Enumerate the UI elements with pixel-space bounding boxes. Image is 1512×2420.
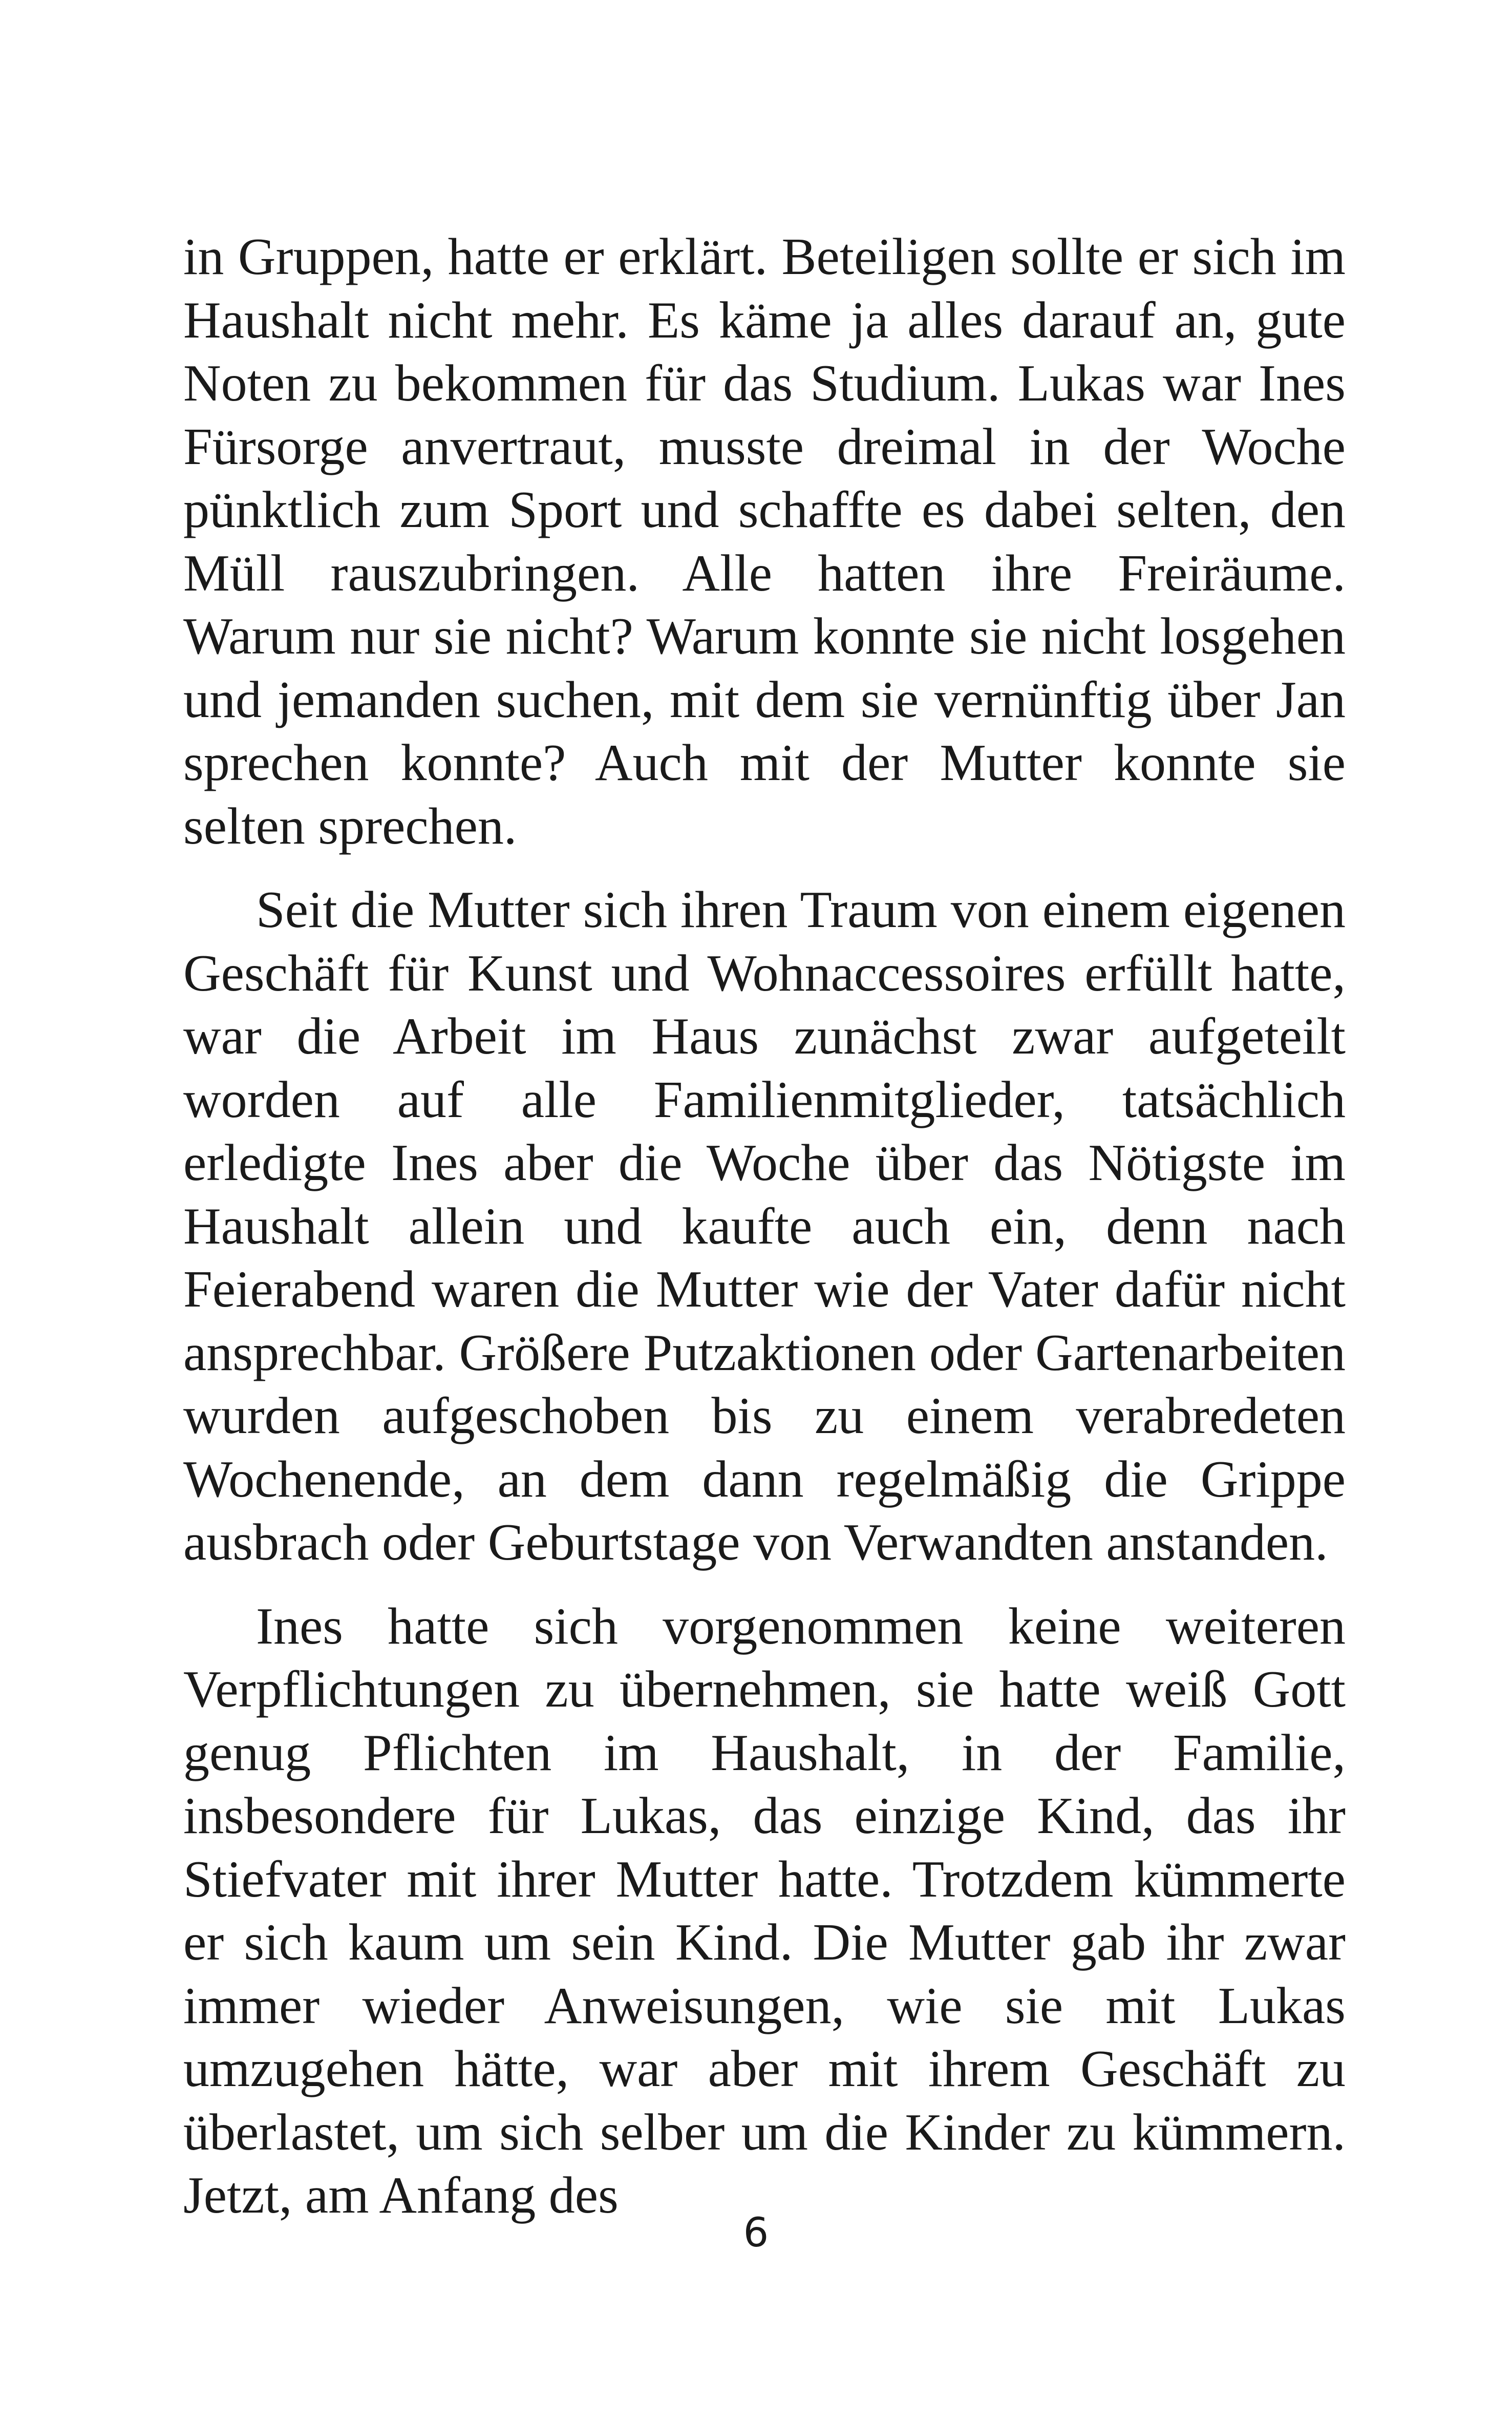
paragraph-2: Seit die Mutter sich ihren Traum von einem eigenen Geschäft für Kunst und Wohnaccessoires erfüllt hatte, war die Arbeit im Haus zunächst zwar aufgeteilt worden auf alle Familienmitglieder, tatsächlich erledigte Ines aber die Woche über das Nötigste im Haushalt allein und kaufte auch ein, denn nach Feierabend waren die Mutter wie der Vater dafür nicht ansprechbar. Größere Putzaktionen oder Gartenarbeiten wurden aufgeschoben bis zu einem verabredeten Wochenende, an dem dann regelmäßig die Grippe ausbrach oder Geburtstage von Verwandten anstanden.: [183, 881, 1346, 1571]
paragraph-1: in Gruppen, hatte er erklärt. Beteiligen sollte er sich im Haushalt nicht mehr. Es käme ja alles darauf an, gute Noten zu bekommen für das Studium. Lukas war Ines Fürsorge anvertraut, musste dreimal in der Woche pünktlich zum Sport und schaffte es dabei selten, den Müll rauszubringen. Alle hatten ihre Freiräume. Warum nur sie nicht? Warum konnte sie nicht losgehen und jemanden suchen, mit dem sie vernünftig über Jan sprechen konnte? Auch mit der Mutter konnte sie selten sprechen.: [183, 228, 1346, 855]
body-text: [183, 225, 1346, 2248]
paragraph-3: Ines hatte sich vorgenommen keine weiteren Verpflichtungen zu übernehmen, sie hatte weiß Gott genug Pflichten im Haushalt, in der Familie, insbesondere für Lukas, das einzige Kind, das ihr Stiefvater mit ihrer Mutter hatte. Trotzdem kümmerte er sich kaum um sein Kind. Die Mutter gab ihr zwar immer wieder Anweisungen, wie sie mit Lukas umzugehen hätte, war aber mit ihrem Geschäft zu überlastet, um sich selber um die Kinder zu kümmern. Jetzt, am Anfang des: [183, 1597, 1346, 2224]
page-number: 6: [743, 2210, 769, 2256]
